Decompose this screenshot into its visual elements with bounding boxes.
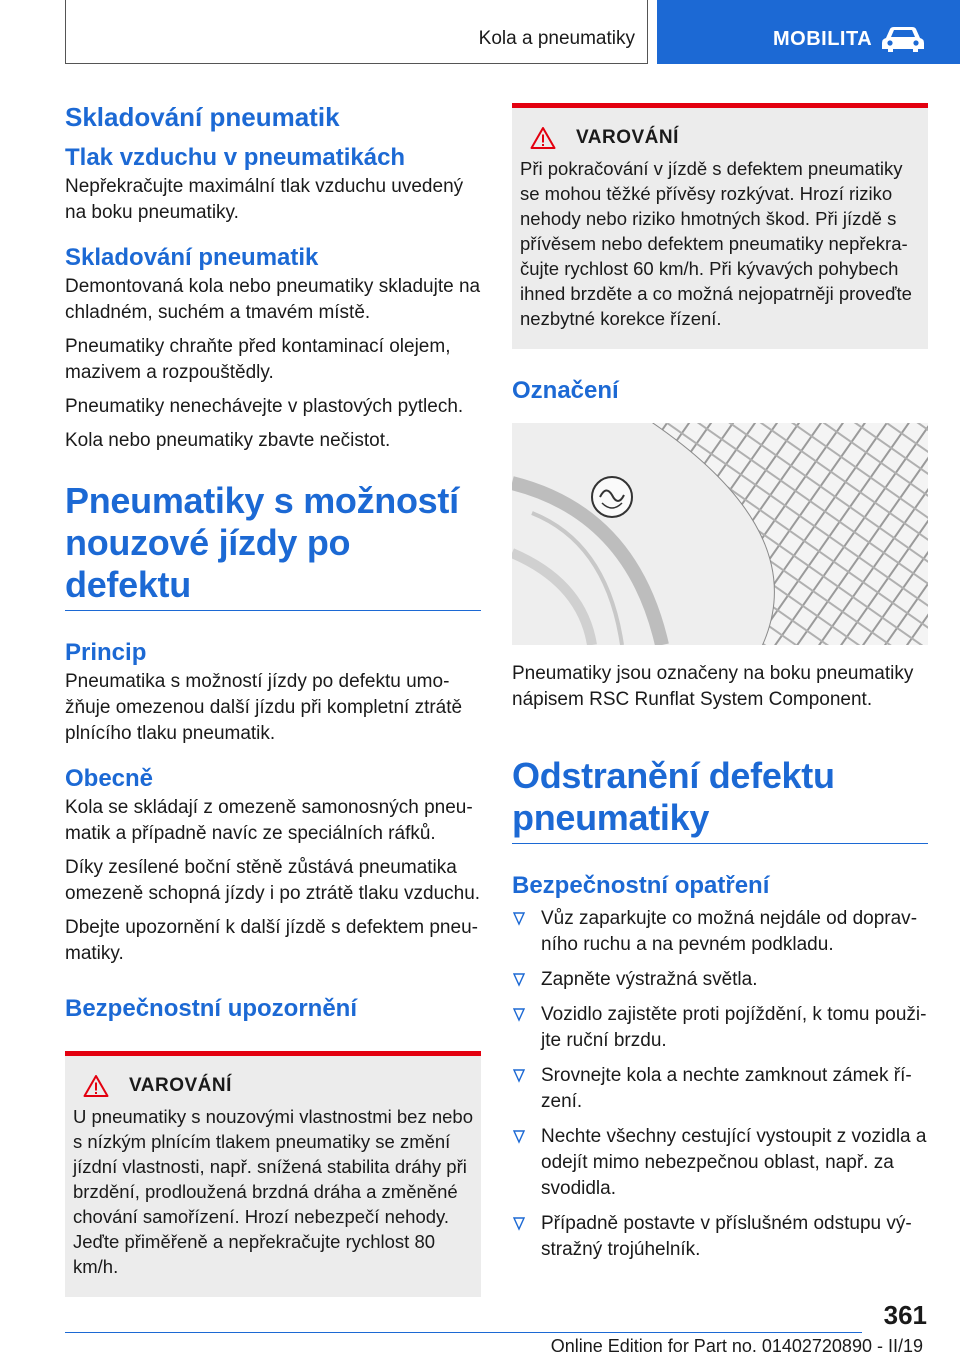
triangle-bullet-icon bbox=[513, 973, 525, 987]
car-icon bbox=[880, 24, 926, 54]
storage-text-2: Pneumatiky chraňte před kontaminací olejem, mazivem a rozpouštědly. bbox=[65, 336, 451, 383]
warning-text: Při pokračování v jízdě s defektem pneumatiky se mohou těžké přívěsy rozkývat. Hrozí riziko nehody nebo riziko hmotných škod. Při jízdě s přívěsem nebo defektem pneumatiky nepřekračujte rychlost 60 km/h. Při kývavých pohybech ihned brzděte a co možná nejopatrněji proveďte nezbytné korekce řízení. bbox=[520, 158, 912, 329]
triangle-bullet-icon bbox=[513, 912, 525, 926]
heading-safety-notes: Bezpečnostní upozornění bbox=[65, 995, 358, 1022]
right-column bbox=[512, 103, 928, 1272]
tire-pressure-text: Nepřekračujte maximální tlak vzduchu uvedený na boku pneumatiky. bbox=[65, 176, 464, 223]
heading-safety-measures: Bezpečnostní opatření bbox=[512, 872, 770, 899]
triangle-bullet-icon bbox=[513, 1008, 525, 1022]
left-column bbox=[65, 100, 481, 1297]
header-frame bbox=[65, 0, 648, 64]
page-number: 361 bbox=[883, 1300, 927, 1330]
triangle-bullet-icon bbox=[513, 1130, 525, 1144]
warning-title: VAROVÁNÍ bbox=[129, 1075, 232, 1096]
storage-text-4: Kola nebo pneumatiky zbavte nečistot. bbox=[65, 430, 391, 451]
chapter-heading-runflat: Pneumatiky s možností nouzové jízdy po defektu bbox=[65, 480, 459, 605]
list-item: Vozidlo zajistěte proti pojíždění, k tomu použijte ruční brzdu. bbox=[512, 1002, 928, 1054]
general-text-2: Díky zesílené boční stěně zůstává pneumatika omezeně schopná jízdy i po ztrátě tlaku vzduchu. bbox=[65, 857, 481, 904]
warning-box-right bbox=[512, 103, 928, 349]
principle-text: Pneumatika s možností jízdy po defektu umožňuje omezenou další jízdu při kompletní ztrátě plnícího tlaku pneumatik. bbox=[65, 671, 463, 744]
heading-marking: Označení bbox=[512, 377, 619, 404]
list-item: Nechte všechny cestující vystoupit z vozidla a odejít mimo nebezpečnou oblast, např. za svodidla. bbox=[512, 1124, 928, 1202]
triangle-bullet-icon bbox=[513, 1069, 525, 1083]
section-title-storage: Skladování pneumatik bbox=[65, 102, 340, 132]
marking-text: Pneumatiky jsou označeny na boku pneumatiky nápisem RSC Runflat System Component. bbox=[512, 663, 914, 710]
warning-title: VAROVÁNÍ bbox=[576, 127, 679, 148]
general-text-1: Kola se skládají z omezeně samonosných pneumatik a případně navíc ze speciálních ráfků. bbox=[65, 797, 473, 844]
list-item: Případně postavte v příslušném odstupu výstražný trojúhelník. bbox=[512, 1211, 928, 1263]
warning-triangle-icon bbox=[530, 126, 556, 150]
heading-tire-pressure: Tlak vzduchu v pneumatikách bbox=[65, 144, 406, 171]
general-text-3: Dbejte upozornění k další jízdě s defektem pneumatiky. bbox=[65, 917, 478, 964]
tire-sidewall-image bbox=[512, 423, 928, 645]
footer-edition: Online Edition for Part no. 01402720890 - II/19 bbox=[550, 1336, 923, 1356]
section-tab-label: MOBILITA bbox=[773, 28, 873, 50]
warning-text: U pneumatiky s nouzovými vlastnostmi bez nebo s nízkým plnícím tlakem pneumatiky se změní jízdní vlastnosti, např. snížená stabilita dráhy při brzdění, prodloužená brzdná dráha a změněné chování samořízení. Hrozí nebezpečí nehody. Jeďte přiměřeně a nepřekračujte rychlost 80 km/h. bbox=[73, 1106, 473, 1277]
heading-storage: Skladování pneumatik bbox=[65, 244, 319, 271]
list-item: Vůz zaparkujte co možná nejdále od dopravního ruchu a na pevném podkladu. bbox=[512, 906, 928, 958]
heading-general: Obecně bbox=[65, 765, 154, 792]
warning-triangle-icon bbox=[83, 1074, 109, 1098]
storage-text-1: Demontovaná kola nebo pneumatiky skladujte na chladném, suchém a tmavém místě. bbox=[65, 276, 481, 323]
storage-text-3: Pneumatiky nenechávejte v plastových pytlech. bbox=[65, 396, 464, 417]
triangle-bullet-icon bbox=[513, 1217, 525, 1231]
safety-steps-list bbox=[512, 906, 928, 1263]
warning-box-left bbox=[65, 1051, 481, 1297]
heading-principle: Princip bbox=[65, 639, 147, 666]
list-item: Srovnejte kola a nechte zamknout zámek řízení. bbox=[512, 1063, 928, 1115]
chapter-heading-puncture: Odstranění defektu pneumatiky bbox=[512, 755, 835, 838]
list-item: Zapněte výstražná světla. bbox=[512, 967, 928, 993]
chapter-title: Kola a pneumatiky bbox=[478, 28, 635, 49]
footer-rule bbox=[65, 1332, 862, 1333]
